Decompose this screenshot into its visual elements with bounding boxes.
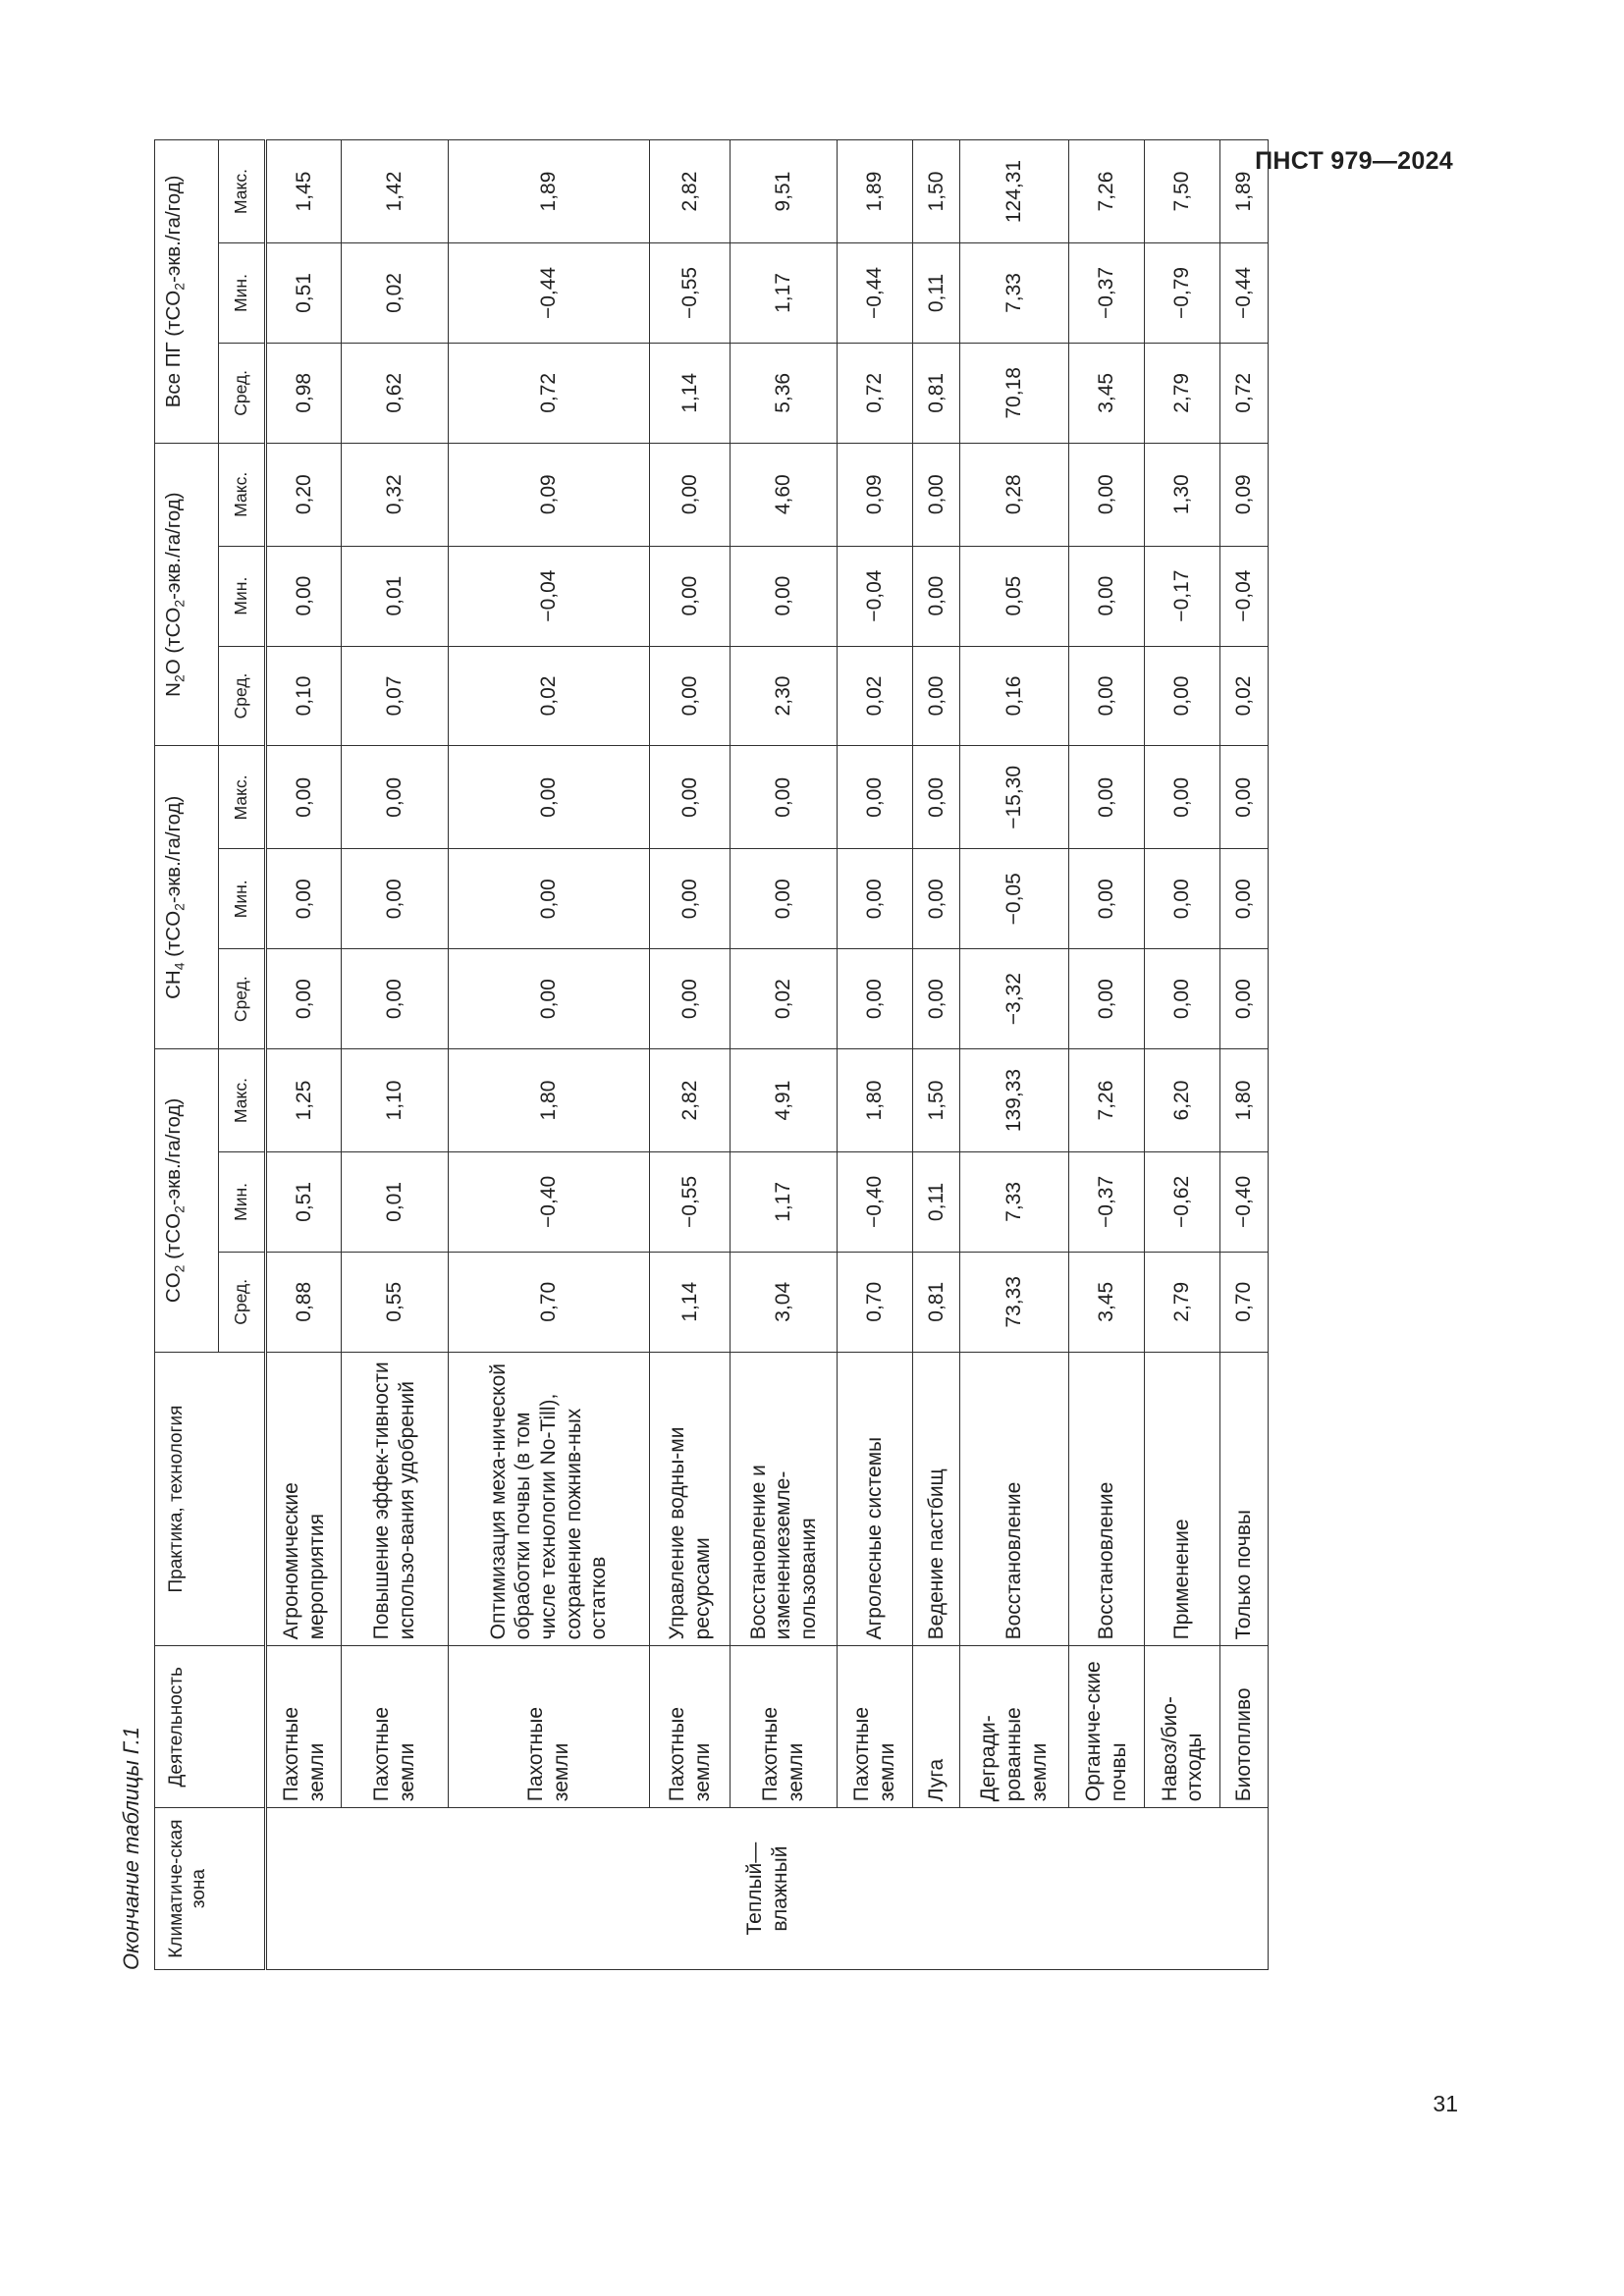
activity-cell: Дегради-рованные земли (960, 1646, 1068, 1808)
header-group-ch4: $CH_4$ (тCO$_2$-экв./га/год) (155, 746, 219, 1049)
value-cell: 0,07 (342, 646, 448, 746)
value-cell: 0,00 (1220, 849, 1269, 949)
value-cell: 0,70 (1220, 1252, 1269, 1352)
activity-cell: Пахотные земли (448, 1646, 650, 1808)
value-cell: 0,00 (730, 849, 837, 949)
value-cell: 0,09 (1220, 443, 1269, 546)
value-cell: 0,00 (1220, 949, 1269, 1049)
practice-cell: Ведение пастбищ (912, 1352, 960, 1646)
value-cell: 0,00 (730, 546, 837, 646)
value-cell: 1,50 (912, 1049, 960, 1152)
value-cell: 0,00 (342, 949, 448, 1049)
value-cell: 0,11 (912, 1151, 960, 1252)
value-cell: −0,62 (1144, 1151, 1219, 1252)
value-cell: 7,26 (1068, 1049, 1144, 1152)
subheader-co2-mean: Сред. (219, 1252, 266, 1352)
value-cell: 4,91 (730, 1049, 837, 1152)
value-cell: 0,00 (912, 949, 960, 1049)
value-cell: 0,00 (650, 443, 731, 546)
value-cell: 0,09 (448, 443, 650, 546)
value-cell: 4,60 (730, 443, 837, 546)
value-cell: 0,00 (266, 746, 342, 849)
value-cell: 0,00 (1144, 646, 1219, 746)
value-cell: −0,04 (838, 546, 912, 646)
value-cell: 7,26 (1068, 140, 1144, 243)
value-cell: 1,50 (912, 140, 960, 243)
value-cell: 1,25 (266, 1049, 342, 1152)
value-cell: 0,00 (1068, 646, 1144, 746)
value-cell: 1,17 (730, 1151, 837, 1252)
value-cell: 0,20 (266, 443, 342, 546)
value-cell: 0,00 (912, 849, 960, 949)
practice-cell: Восстановление и изменениеземле-пользования (730, 1352, 837, 1646)
value-cell: 0,00 (650, 546, 731, 646)
value-cell: 0,02 (448, 646, 650, 746)
value-cell: −3,32 (960, 949, 1068, 1049)
value-cell: −0,04 (1220, 546, 1269, 646)
value-cell: 9,51 (730, 140, 837, 243)
practice-cell: Применение (1144, 1352, 1219, 1646)
value-cell: 0,88 (266, 1252, 342, 1352)
emissions-table (154, 139, 1269, 1970)
value-cell: 0,72 (1220, 343, 1269, 443)
table-row (448, 140, 650, 1970)
activity-cell: Пахотные земли (266, 1646, 342, 1808)
value-cell: −0,17 (1144, 546, 1219, 646)
value-cell: −0,55 (650, 243, 731, 344)
subheader-ch4-mean: Сред. (219, 949, 266, 1049)
value-cell: 0,00 (1068, 746, 1144, 849)
value-cell: 0,00 (266, 949, 342, 1049)
table-row (650, 140, 731, 1970)
value-cell: 70,18 (960, 343, 1068, 443)
table-caption: Окончание таблицы Г.1 (119, 1727, 143, 1970)
rotated-table-container (110, 139, 1256, 1970)
value-cell: 0,00 (1068, 443, 1144, 546)
value-cell: −0,79 (1144, 243, 1219, 344)
practice-cell: Агролесные системы (838, 1352, 912, 1646)
value-cell: 7,33 (960, 1151, 1068, 1252)
activity-cell: Пахотные земли (342, 1646, 448, 1808)
table-row (1144, 140, 1219, 1970)
value-cell: 0,02 (342, 243, 448, 344)
value-cell: 0,00 (1144, 949, 1219, 1049)
value-cell: 0,01 (342, 1151, 448, 1252)
value-cell: 0,51 (266, 1151, 342, 1252)
value-cell: 0,02 (1220, 646, 1269, 746)
table-row (730, 140, 837, 1970)
value-cell: 0,11 (912, 243, 960, 344)
value-cell: 0,00 (730, 746, 837, 849)
value-cell: 0,70 (838, 1252, 912, 1352)
value-cell: 0,10 (266, 646, 342, 746)
value-cell: 1,89 (448, 140, 650, 243)
value-cell: 3,04 (730, 1252, 837, 1352)
practice-cell: Оптимизация меха-нической обработки почвы (в том числе технологии No-Till), сохранение пожнив-ных остатков (448, 1352, 650, 1646)
value-cell: 0,62 (342, 343, 448, 443)
value-cell: 0,01 (342, 546, 448, 646)
value-cell: 0,70 (448, 1252, 650, 1352)
subheader-all-mean: Сред. (219, 343, 266, 443)
activity-cell: Биотопливо (1220, 1646, 1269, 1808)
value-cell: 0,72 (838, 343, 912, 443)
subheader-all-min: Мин. (219, 243, 266, 344)
header-activity: Деятельность (155, 1646, 266, 1808)
table-row (912, 140, 960, 1970)
subheader-ch4-min: Мин. (219, 849, 266, 949)
value-cell: 0,00 (838, 949, 912, 1049)
activity-cell: Пахотные земли (730, 1646, 837, 1808)
value-cell: 3,45 (1068, 343, 1144, 443)
value-cell: 0,00 (1068, 949, 1144, 1049)
value-cell: −0,44 (838, 243, 912, 344)
value-cell: 0,00 (912, 443, 960, 546)
value-cell: 0,00 (838, 746, 912, 849)
value-cell: 0,81 (912, 343, 960, 443)
value-cell: 0,00 (912, 646, 960, 746)
practice-cell: Восстановление (960, 1352, 1068, 1646)
activity-cell: Органиче-ские почвы (1068, 1646, 1144, 1808)
value-cell: 0,72 (448, 343, 650, 443)
practice-cell: Агрономические мероприятия (266, 1352, 342, 1646)
value-cell: 1,80 (838, 1049, 912, 1152)
value-cell: −15,30 (960, 746, 1068, 849)
table-row (266, 140, 342, 1970)
table-row (838, 140, 912, 1970)
practice-cell: Повышение эффек-тивности использо-вания удобрений (342, 1352, 448, 1646)
document-code: ПНСТ 979—2024 (1255, 147, 1453, 175)
value-cell: 1,89 (1220, 140, 1269, 243)
header-practice: Практика, технология (155, 1352, 266, 1646)
value-cell: 0,00 (448, 746, 650, 849)
value-cell: 7,33 (960, 243, 1068, 344)
activity-cell: Навоз/био-отходы (1144, 1646, 1219, 1808)
table-row (1220, 140, 1269, 1970)
subheader-co2-max: Макс. (219, 1049, 266, 1152)
value-cell: 2,79 (1144, 1252, 1219, 1352)
value-cell: 1,14 (650, 1252, 731, 1352)
practice-cell: Только почвы (1220, 1352, 1269, 1646)
value-cell: 2,82 (650, 1049, 731, 1152)
subheader-all-max: Макс. (219, 140, 266, 243)
value-cell: 0,00 (342, 746, 448, 849)
value-cell: −0,40 (448, 1151, 650, 1252)
value-cell: −0,44 (448, 243, 650, 344)
value-cell: −0,04 (448, 546, 650, 646)
value-cell: −0,37 (1068, 243, 1144, 344)
value-cell: 0,00 (912, 546, 960, 646)
value-cell: 1,14 (650, 343, 731, 443)
header-group-co2: $CO_2$ (тCO$_2$-экв./га/год) (155, 1049, 219, 1353)
value-cell: 1,17 (730, 243, 837, 344)
value-cell: 2,82 (650, 140, 731, 243)
header-climate-zone: Климатиче-ская зона (155, 1808, 266, 1970)
value-cell: 3,45 (1068, 1252, 1144, 1352)
value-cell: −0,05 (960, 849, 1068, 949)
value-cell: 1,45 (266, 140, 342, 243)
value-cell: 0,02 (730, 949, 837, 1049)
value-cell: −0,55 (650, 1151, 731, 1252)
value-cell: 1,89 (838, 140, 912, 243)
activity-cell: Пахотные земли (838, 1646, 912, 1808)
value-cell: 2,30 (730, 646, 837, 746)
value-cell: 0,00 (650, 746, 731, 849)
subheader-n2o-max: Макс. (219, 443, 266, 546)
value-cell: 139,33 (960, 1049, 1068, 1152)
value-cell: −0,40 (838, 1151, 912, 1252)
value-cell: 0,51 (266, 243, 342, 344)
value-cell: 0,00 (650, 646, 731, 746)
value-cell: 0,16 (960, 646, 1068, 746)
table-row (342, 140, 448, 1970)
subheader-n2o-mean: Сред. (219, 646, 266, 746)
value-cell: 73,33 (960, 1252, 1068, 1352)
value-cell: 0,00 (448, 849, 650, 949)
value-cell: 0,00 (342, 849, 448, 949)
practice-cell: Восстановление (1068, 1352, 1144, 1646)
value-cell: 0,32 (342, 443, 448, 546)
value-cell: 1,10 (342, 1049, 448, 1152)
value-cell: 2,79 (1144, 343, 1219, 443)
value-cell: 0,28 (960, 443, 1068, 546)
activity-cell: Луга (912, 1646, 960, 1808)
page-number: 31 (1433, 2091, 1458, 2116)
subheader-n2o-min: Мин. (219, 546, 266, 646)
value-cell: 7,50 (1144, 140, 1219, 243)
subheader-ch4-max: Макс. (219, 746, 266, 849)
value-cell: 0,00 (650, 949, 731, 1049)
value-cell: 1,30 (1144, 443, 1219, 546)
value-cell: 0,00 (266, 546, 342, 646)
value-cell: 0,00 (912, 746, 960, 849)
table-row (960, 140, 1068, 1970)
value-cell: −0,44 (1220, 243, 1269, 344)
value-cell: 0,00 (266, 849, 342, 949)
value-cell: 0,00 (1220, 746, 1269, 849)
value-cell: −0,40 (1220, 1151, 1269, 1252)
value-cell: 0,09 (838, 443, 912, 546)
value-cell: 124,31 (960, 140, 1068, 243)
practice-cell: Управление водны-ми ресурсами (650, 1352, 731, 1646)
value-cell: 1,80 (448, 1049, 650, 1152)
value-cell: 1,80 (1220, 1049, 1269, 1152)
value-cell: 0,00 (650, 849, 731, 949)
climate-zone-cell: Теплый—влажный (266, 1808, 1269, 1970)
value-cell: 0,00 (448, 949, 650, 1049)
value-cell: 0,05 (960, 546, 1068, 646)
header-group-n2o: $N_2O$ (тCO$_2$-экв./га/год) (155, 443, 219, 746)
value-cell: 0,00 (838, 849, 912, 949)
value-cell: 1,42 (342, 140, 448, 243)
value-cell: −0,37 (1068, 1151, 1144, 1252)
value-cell: 0,02 (838, 646, 912, 746)
value-cell: 5,36 (730, 343, 837, 443)
value-cell: 0,00 (1068, 849, 1144, 949)
table-row (1068, 140, 1144, 1970)
value-cell: 0,81 (912, 1252, 960, 1352)
value-cell: 6,20 (1144, 1049, 1219, 1152)
value-cell: 0,55 (342, 1252, 448, 1352)
value-cell: 0,98 (266, 343, 342, 443)
value-cell: 0,00 (1144, 849, 1219, 949)
value-cell: 0,00 (1068, 546, 1144, 646)
header-group-all-ghg: Все ПГ (тCO$_2$-экв./га/год) (155, 140, 219, 444)
subheader-co2-min: Мин. (219, 1151, 266, 1252)
value-cell: 0,00 (1144, 746, 1219, 849)
activity-cell: Пахотные земли (650, 1646, 731, 1808)
